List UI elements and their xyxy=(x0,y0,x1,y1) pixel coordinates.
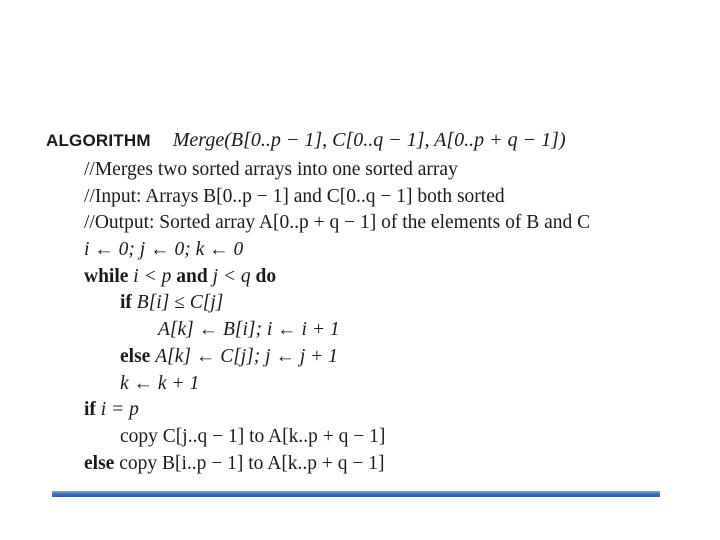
assign-from-b: A[k] ← B[i]; i ← i + 1 xyxy=(158,319,340,340)
assign-from-c: A[k] ← C[j]; j ← j + 1 xyxy=(155,346,338,367)
copy-b-statement: copy B[i..p − 1] to A[k..p + q − 1] xyxy=(119,453,385,474)
else2-keyword: else xyxy=(84,453,115,474)
if-keyword: if xyxy=(120,292,132,313)
algorithm-heading xyxy=(46,127,566,154)
footer-divider-bar xyxy=(52,491,660,497)
comment-input: //Input: Arrays B[0..p − 1] and C[0..q − 1] both sorted xyxy=(84,186,505,207)
algorithm-signature: Merge(B[0..p − 1], C[0..q − 1], A[0..p + q − 1]) xyxy=(172,129,566,151)
else-copy-b-line xyxy=(84,452,385,476)
if-condition: B[i] ≤ C[j] xyxy=(136,292,224,313)
do-keyword: do xyxy=(255,266,277,287)
while-condition-j: j < q xyxy=(212,266,251,287)
while-condition-i: i < p xyxy=(133,266,172,287)
if2-keyword: if xyxy=(84,399,96,420)
copy-c-line: copy C[j..q − 1] to A[k..p + q − 1] xyxy=(120,426,386,447)
and-keyword: and xyxy=(176,266,208,287)
comment-output: //Output: Sorted array A[0..p + q − 1] of the elements of B and C xyxy=(84,212,591,233)
if-line xyxy=(120,291,223,315)
increment-k: k ← k + 1 xyxy=(120,373,200,394)
while-line xyxy=(84,265,276,289)
comment-purpose: //Merges two sorted arrays into one sorted array xyxy=(84,159,458,180)
init-statement: i ← 0; j ← 0; k ← 0 xyxy=(84,239,244,260)
else-keyword: else xyxy=(120,346,151,367)
else-line xyxy=(120,345,338,369)
if-i-equals-p-line xyxy=(84,398,139,422)
algorithm-label: ALGORITHM xyxy=(46,131,151,150)
while-keyword: while xyxy=(84,266,129,287)
if2-condition: i = p xyxy=(100,399,139,420)
